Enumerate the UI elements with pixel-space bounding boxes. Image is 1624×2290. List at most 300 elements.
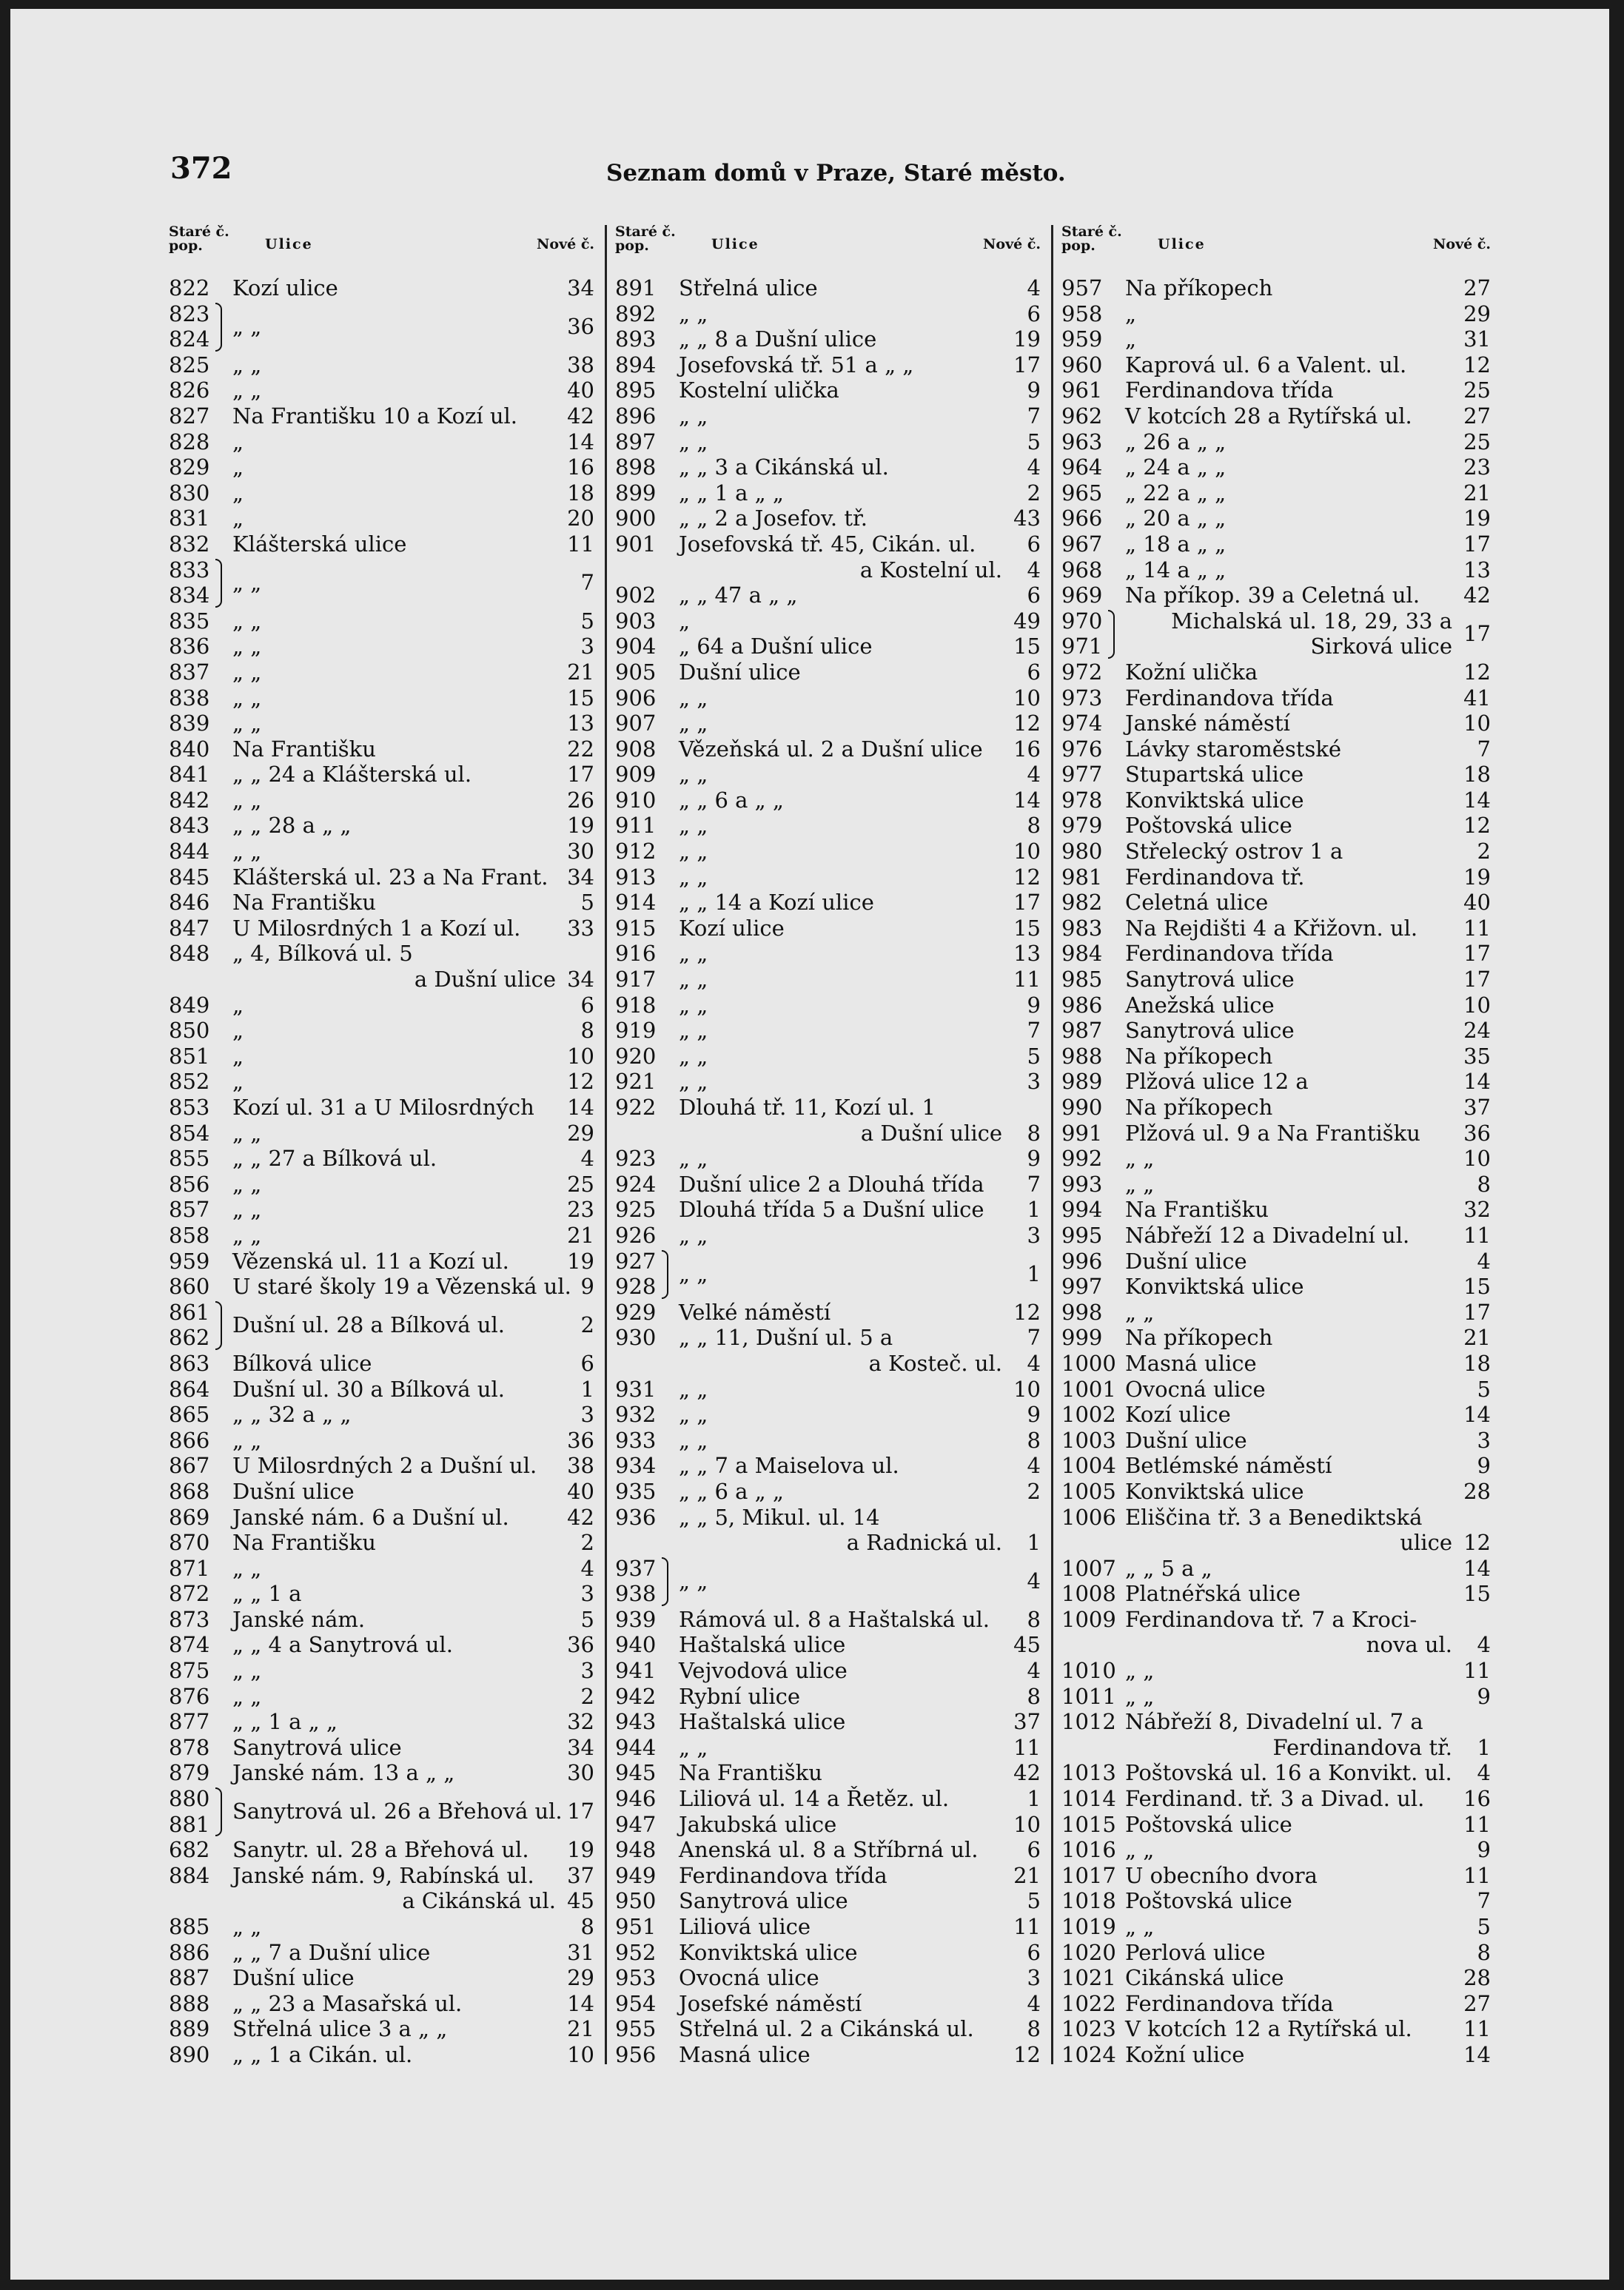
street-name: Na Františku [232,1530,376,1556]
old-number: 839 [169,711,210,736]
street-name: „ „ [232,1683,262,1709]
street-name: „ 24 a „ „ [1125,454,1227,480]
street-name: Dušní ulice [1125,1248,1247,1274]
old-number: 979 [1061,813,1103,839]
old-number: 952 [615,1939,657,1965]
old-number: 910 [615,787,657,813]
new-number: 25 [1463,429,1491,454]
old-number: 1001 [1061,1376,1116,1402]
table-row [169,1095,594,1121]
street-name: Ferdinandova třída [1125,1990,1334,2016]
old-number: 891 [615,275,657,300]
new-number: 1 [1027,1197,1041,1223]
street-name: Plžová ulice 12 a [1125,1069,1309,1095]
table-row [615,1300,1041,1326]
street-name: Ferdinandova třída [679,1862,888,1888]
new-number: 19 [1013,326,1041,352]
street-name: Vězeňská ul. 2 a Dušní ulice [679,736,983,762]
street-name: Sanytrová ulice [1125,1018,1295,1044]
table-row [169,1274,594,1300]
table-row [1061,1095,1491,1121]
street-name: Dušní ulice [232,1478,355,1504]
street-name: nova ul. [1366,1632,1452,1658]
new-number: 2 [580,1312,594,1337]
new-number: 34 [567,864,594,890]
table-row [169,275,594,301]
table-row [1061,1505,1491,1531]
new-number: 8 [580,1914,594,1939]
street-name: Janské nám. [232,1606,366,1632]
old-number: 1008 [1061,1581,1116,1607]
table-row [615,480,1041,506]
old-number: 835 [169,608,210,634]
street-name: Janské nám. 9, Rabínská ul. [232,1862,534,1888]
table-row [1061,582,1491,608]
old-number: 998 [1061,1299,1103,1325]
street-name: „ „ [232,634,262,659]
old-number: 940 [615,1632,657,1658]
street-name: Sanytrová ul. 26 a Břehová ul. [232,1799,563,1824]
old-number: 867 [169,1453,210,1479]
street-name: Josefovská tř. 51 a „ „ [679,352,914,377]
street-name: „ „ [232,569,262,595]
street-name: Masná ulice [1125,1350,1257,1376]
column-3 [1061,225,1491,2075]
old-number: 989 [1061,1069,1103,1095]
new-number: 27 [1463,1990,1491,2016]
row-brace [215,559,222,608]
table-row [169,1428,594,1454]
old-number: 829 [169,454,210,480]
table-row [615,736,1041,762]
street-name: Na příkopech [1125,275,1273,300]
street-name: Poštovská ulice [1125,813,1292,839]
new-number: 33 [567,915,594,941]
street-name: „ „ 7 a Maiselova ul. [679,1453,899,1479]
street-name: „ [232,506,244,531]
new-number: 12 [1013,864,1041,890]
old-number: 841 [169,762,210,788]
new-number: 15 [1463,1581,1491,1607]
old-number: 1000 [1061,1350,1116,1376]
table-row [1061,736,1491,762]
table-row [169,1735,594,1761]
new-number: 19 [567,1248,594,1274]
new-number: 23 [1463,454,1491,480]
new-number: 17 [1463,967,1491,993]
new-number: 32 [1463,1197,1491,1223]
table-row [615,557,1041,583]
street-name: Střelná ul. 2 a Cikánská ul. [679,2016,974,2042]
table-row [615,1786,1041,1812]
table-row [1061,1581,1491,1607]
street-name: „ „ [679,1043,708,1069]
new-number: 14 [1463,1555,1491,1581]
table-row [169,1709,594,1735]
table-row [1061,864,1491,890]
street-name: Anenská ul. 8 a Stříbrná ul. [679,1837,979,1863]
new-number: 19 [1463,506,1491,531]
street-name: „ „ [679,839,708,864]
old-number: 896 [615,403,657,429]
new-number: 4 [1027,454,1041,480]
new-number: 22 [567,736,594,762]
new-number: 17 [1463,531,1491,557]
street-name: „ „ [232,313,262,339]
street-name: „ „ [232,1222,262,1248]
table-row [169,1863,594,1889]
street-name: Celetná ulice [1125,890,1269,916]
new-number: 10 [567,1043,594,1069]
old-number: 983 [1061,915,1103,941]
street-name: Ferdinandova tř. [1125,864,1305,890]
street-name: Kožní ulice [1125,2041,1245,2067]
table-row [615,1530,1041,1556]
table-row [1061,506,1491,531]
new-number: 11 [1463,1658,1491,1684]
street-name: „ „ [232,377,262,403]
street-name: Ferdinandova třída [1125,941,1334,967]
street-name: „ „ [679,1222,708,1248]
street-name: Haštalská ulice [679,1709,846,1735]
row-brace [215,303,222,352]
table-row [1061,1351,1491,1377]
new-number: 10 [1013,685,1041,711]
street-name: Kostelní ulička [679,377,839,403]
new-number: 4 [1027,1658,1041,1684]
street-name: Dlouhá třída 5 a Dušní ulice [679,1197,984,1223]
table-row [169,1479,594,1505]
new-number: 10 [567,2041,594,2067]
old-number: 901 [615,531,657,557]
old-number: 866 [169,1427,210,1453]
new-number: 45 [1013,1632,1041,1658]
new-number: 4 [1477,1760,1491,1786]
table-row [169,1377,594,1403]
new-number: 28 [1463,1965,1491,1991]
table-row [1061,1607,1491,1633]
new-number: 36 [567,1427,594,1453]
old-number: 897 [615,429,657,454]
street-name: Dušní ulice [1125,1427,1247,1453]
new-number: 9 [1027,1402,1041,1428]
new-number: 21 [1013,1862,1041,1888]
old-number: 831 [169,506,210,531]
new-number: 4 [1027,557,1041,582]
old-number: 970 971 [1061,608,1103,659]
old-number: 1007 [1061,1555,1116,1581]
new-number: 38 [567,1453,594,1479]
table-row [615,1760,1041,1786]
street-name: Na Františku [1125,1197,1269,1223]
street-name: Dušní ul. 28 a Bílková ul. [232,1312,505,1337]
street-name: „ „ [1125,1146,1155,1172]
new-number: 4 [1027,1990,1041,2016]
street-name: „ „ [679,1376,708,1402]
street-name: Ovocná ulice [1125,1376,1266,1402]
new-number: 5 [580,1606,594,1632]
street-name: Dušní ul. 30 a Bílková ul. [232,1376,505,1402]
new-number: 19 [1463,864,1491,890]
street-name: Dlouhá tř. 11, Kozí ul. 1 [679,1095,936,1120]
street-name: Masná ulice [679,2041,811,2067]
table-row [615,1479,1041,1505]
table-row [1061,1402,1491,1428]
header-street: Ulice [711,236,759,252]
new-number: 36 [1463,1120,1491,1146]
new-number: 4 [1027,1568,1041,1594]
new-number: 31 [1463,326,1491,352]
old-number: 1005 [1061,1478,1116,1504]
street-name: „ „ 11, Dušní ul. 5 a [679,1325,893,1351]
new-number: 19 [567,813,594,839]
new-number: 11 [1463,1862,1491,1888]
old-number: 953 [615,1965,657,1991]
new-number: 17 [567,762,594,788]
table-row [169,1991,594,2017]
street-name: „ „ [679,1069,708,1095]
new-number: 3 [1027,1965,1041,1991]
street-name: Na příkopech [1125,1043,1273,1069]
new-number: 11 [1463,2016,1491,2042]
street-name: „ 26 a „ „ [1125,429,1227,454]
old-number: 870 [169,1530,210,1556]
table-row [169,2016,594,2042]
table-row [615,531,1041,557]
street-name: Na Františku [232,736,376,762]
table-row [615,941,1041,967]
new-number: 5 [1027,429,1041,454]
header-new-number: Nové č. [1433,236,1491,252]
old-number: 828 [169,429,210,454]
old-number: 907 [615,711,657,736]
old-number: 877 [169,1709,210,1735]
table-row [615,813,1041,839]
new-number: 18 [1463,1350,1491,1376]
table-row [169,736,594,762]
old-number: 945 [615,1760,657,1786]
street-name: Dušní ulice [232,1965,355,1991]
street-name: „ „ 47 a „ „ [679,582,798,608]
street-name: „ „ [232,685,262,711]
street-name: Na příkopech [1125,1095,1273,1120]
new-number: 35 [1463,1043,1491,1069]
new-number: 10 [1013,1811,1041,1837]
new-number: 14 [567,1990,594,2016]
street-name: Ferdinandova třída [1125,377,1334,403]
table-row [615,326,1041,352]
street-name: „ „ [232,839,262,864]
street-name: „ [679,608,691,634]
old-number: 833 834 [169,557,210,608]
table-row [169,967,594,993]
table-row [615,582,1041,608]
old-number: 838 [169,685,210,711]
new-number: 18 [1463,762,1491,788]
old-number: 902 [615,582,657,608]
table-row [615,839,1041,864]
street-name: „ „ 32 a „ „ [232,1402,352,1428]
new-number: 23 [567,1197,594,1223]
old-number: 858 [169,1222,210,1248]
table-row [615,762,1041,788]
new-number: 8 [1477,1171,1491,1197]
table-row [615,916,1041,941]
street-name: Poštovská ulice [1125,1811,1292,1837]
table-row [615,1505,1041,1531]
table-row [1061,1965,1491,1991]
table-row [615,1095,1041,1121]
street-name: Dušní ulice [679,659,801,685]
street-name: Nábřeží 8, Divadelní ul. 7 a [1125,1709,1423,1735]
new-number: 40 [1463,890,1491,916]
header-new-number: Nové č. [537,236,594,252]
new-number: 14 [1463,1402,1491,1428]
table-row [1061,1146,1491,1172]
old-number: 960 [1061,352,1103,377]
new-number: 10 [1463,1146,1491,1172]
new-number: 3 [1477,1427,1491,1453]
street-name: Konviktská ulice [1125,1274,1304,1300]
street-name: Vejvodová ulice [679,1658,848,1684]
new-number: 4 [580,1555,594,1581]
old-number: 1022 [1061,1990,1116,2016]
street-name: „ 20 a „ „ [1125,506,1227,531]
table-row [169,1018,594,1044]
table-row [1061,916,1491,941]
new-number: 16 [1463,1786,1491,1812]
table-row [1061,1837,1491,1863]
street-name: „ 4, Bílková ul. 5 [232,941,413,967]
old-number: 864 [169,1376,210,1402]
table-row [615,1351,1041,1377]
new-number: 8 [1027,813,1041,839]
scanned-page [10,9,1609,2280]
old-number: 909 [615,762,657,788]
old-number: 885 [169,1914,210,1939]
old-number: 1006 [1061,1504,1116,1530]
old-number: 974 [1061,711,1103,736]
street-name: „ „ [232,1197,262,1223]
new-number: 21 [567,659,594,685]
old-number: 914 [615,890,657,916]
old-number: 857 [169,1197,210,1223]
old-number: 874 [169,1632,210,1658]
table-row [169,557,594,608]
new-number: 36 [567,1632,594,1658]
old-number: 848 [169,941,210,967]
table-row [615,1735,1041,1761]
old-number: 920 [615,1043,657,1069]
table-row [169,1044,594,1070]
column-divider [605,225,607,2064]
old-number: 986 [1061,992,1103,1018]
table-row [1061,1632,1491,1658]
new-number: 32 [567,1709,594,1735]
old-number: 1014 [1061,1786,1116,1812]
street-name: „ „ 24 a Klášterská ul. [232,762,472,788]
new-number: 16 [1013,736,1041,762]
old-number: 964 [1061,454,1103,480]
new-number: 24 [1463,1018,1491,1044]
table-row [169,1888,594,1914]
new-number: 15 [567,685,594,711]
table-row [1061,1914,1491,1940]
street-name: Sanytrová ulice [232,1734,402,1760]
old-number: 850 [169,1018,210,1044]
table-row [1061,1121,1491,1146]
table-row [169,429,594,455]
new-number: 21 [567,2016,594,2042]
street-name: „ [232,480,244,506]
new-number: 21 [567,1222,594,1248]
table-row [615,1965,1041,1991]
street-name: Střelecký ostrov 1 a [1125,839,1343,864]
new-number: 12 [1013,1299,1041,1325]
old-number: 991 [1061,1120,1103,1146]
new-number: 2 [580,1683,594,1709]
street-name: „ „ [1125,1658,1155,1684]
street-name: Sanytrová ulice [1125,967,1295,993]
street-name: „ „ 28 a „ „ [232,813,352,839]
old-number: 936 [615,1504,657,1530]
old-number: 921 [615,1069,657,1095]
table-row [615,788,1041,813]
new-number: 17 [1463,620,1491,646]
new-number: 11 [1463,1222,1491,1248]
new-number: 7 [1027,1325,1041,1351]
table-row [169,403,594,429]
new-number: 9 [1477,1453,1491,1479]
old-number: 994 [1061,1197,1103,1223]
old-number: 844 [169,839,210,864]
new-number: 34 [567,275,594,300]
street-name: „ „ 3 a Cikánská ul. [679,454,889,480]
new-number: 5 [580,890,594,916]
street-name: Poštovská ulice [1125,1888,1292,1914]
old-number: 1016 [1061,1837,1116,1863]
new-number: 1 [1027,1530,1041,1556]
new-number: 25 [1463,377,1491,403]
header-old-number: Staré č. pop. [1061,224,1122,254]
street-name: „ „ [679,685,708,711]
street-name: Kaprová ul. 6 a Valent. ul. [1125,352,1407,377]
new-number: 17 [567,1799,594,1824]
old-number: 1013 [1061,1760,1116,1786]
street-name: „ [232,429,244,454]
table-row [615,301,1041,327]
table-row [169,1197,594,1223]
table-row [615,1453,1041,1479]
table-row [1061,1325,1491,1351]
new-number: 2 [1027,480,1041,506]
street-name: „ „ [679,1734,708,1760]
old-number: 1018 [1061,1888,1116,1914]
new-number: 10 [1013,1376,1041,1402]
old-number: 912 [615,839,657,864]
street-name: Konviktská ulice [679,1939,858,1965]
new-number: 4 [1027,275,1041,300]
street-name: U staré školy 19 a Vězenská ul. [232,1274,571,1300]
street-name: a Radnická ul. [846,1530,1002,1556]
table-row [169,480,594,506]
old-number: 958 [1061,300,1103,326]
street-name: Poštovská ul. 16 a Konvikt. ul. [1125,1760,1452,1786]
street-name: Na Františku [679,1760,822,1786]
street-name: U obecního dvora [1125,1862,1318,1888]
old-number: 682 [169,1837,210,1863]
table-row [169,1146,594,1172]
